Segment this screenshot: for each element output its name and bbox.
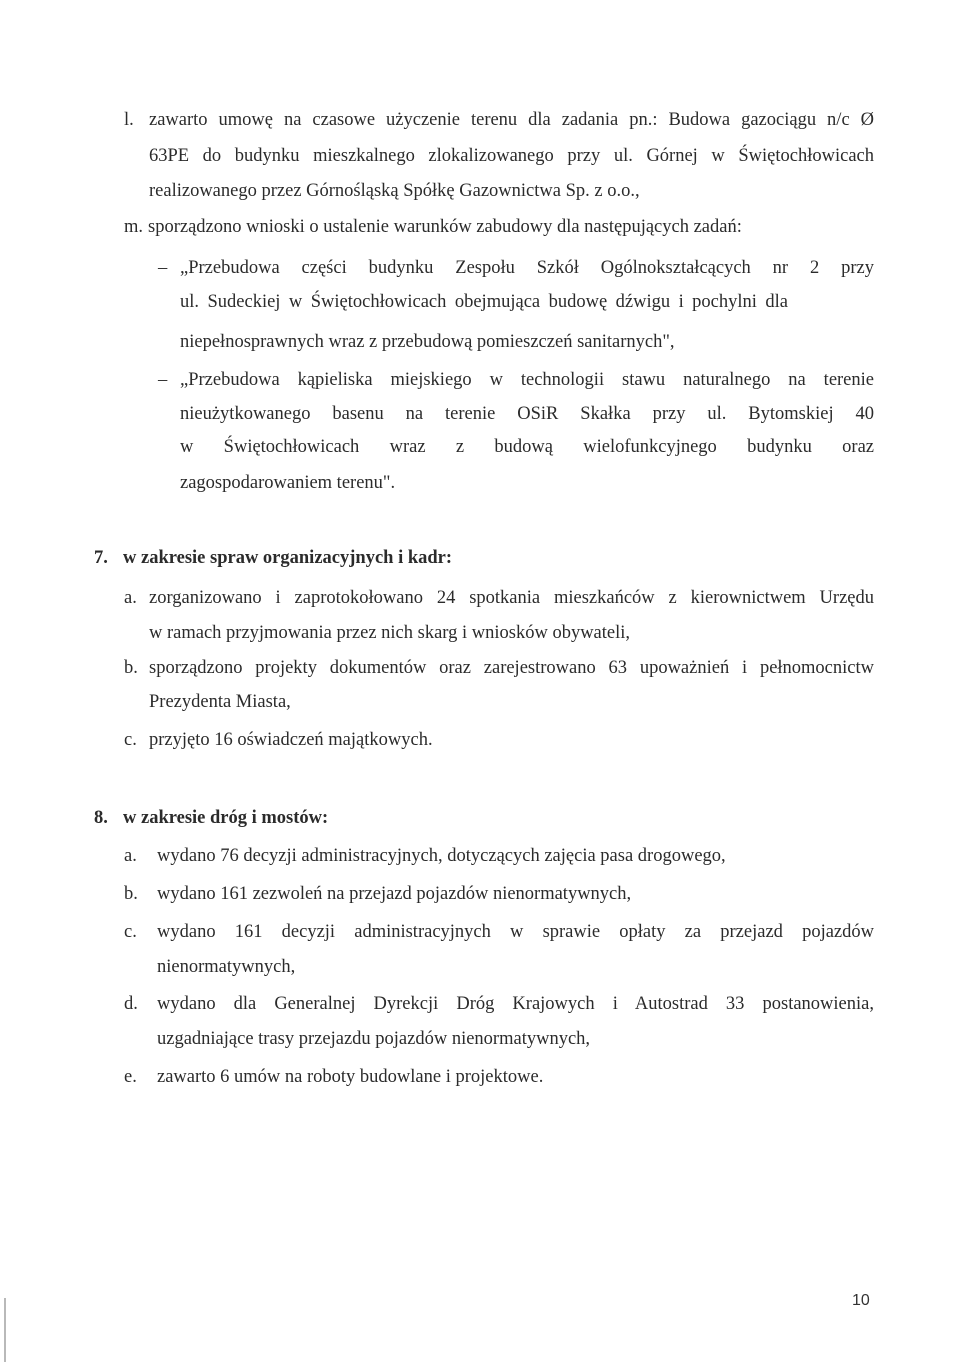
page-number: 10 xyxy=(852,1292,870,1309)
item-l-line-1: zawarto umowę na czasowe użyczenie terenu dla zadania pn.: Budowa gazociągu n/c Ø xyxy=(149,110,874,130)
scan-edge-mark xyxy=(4,1298,6,1362)
section-7-item-b-line-2: Prezydenta Miasta, xyxy=(149,692,291,712)
item-l-line-3: realizowanego przez Górnośląską Spółkę Gazownictwa Sp. z o.o., xyxy=(149,181,640,201)
section-8-label-d: d. xyxy=(124,994,138,1014)
section-8-label-e: e. xyxy=(124,1067,137,1087)
list-label-m: m. xyxy=(124,217,144,237)
item-m-text: sporządzono wnioski o ustalenie warunków zabudowy dla następujących zadań: xyxy=(148,217,742,237)
section-7-title: w zakresie spraw organizacyjnych i kadr: xyxy=(123,548,453,568)
list-label-l: l. xyxy=(124,110,134,130)
section-8-item-e-line-1: zawarto 6 umów na roboty budowlane i projektowe. xyxy=(157,1067,544,1087)
section-8-item-d-line-1: wydano dla Generalnej Dyrekcji Dróg Krajowych i Autostrad 33 postanowienia, xyxy=(157,994,874,1014)
section-8-item-c-line-1: wydano 161 decyzji administracyjnych w sprawie opłaty za przejazd pojazdów xyxy=(157,922,874,942)
item-l-line-2: 63PE do budynku mieszkalnego zlokalizowanego przy ul. Górnej w Świętochłowicach xyxy=(149,146,874,166)
bullet-2-line-4: zagospodarowaniem terenu". xyxy=(180,473,396,493)
bullet-dash-2: – xyxy=(158,370,168,390)
section-8-label-c: c. xyxy=(124,922,137,942)
section-7-item-a-line-2: w ramach przyjmowania przez nich skarg i wniosków obywateli, xyxy=(149,623,631,643)
section-8-label-a: a. xyxy=(124,846,137,866)
bullet-1-line-1: „Przebudowa części budynku Zespołu Szkół Ogólnokształcących nr 2 przy xyxy=(180,258,874,278)
section-7-label-c: c. xyxy=(124,730,137,750)
bullet-2-line-1: „Przebudowa kąpieliska miejskiego w technologii stawu naturalnego na terenie xyxy=(180,370,874,390)
section-7-item-b-line-1: sporządzono projekty dokumentów oraz zarejestrowano 63 upoważnień i pełnomocnictw xyxy=(149,658,874,678)
section-7-label-b: b. xyxy=(124,658,138,678)
bullet-dash-1: – xyxy=(158,258,168,278)
section-8-item-d-line-2: uzgadniające trasy przejazdu pojazdów nienormatywnych, xyxy=(157,1029,591,1049)
section-8-item-c-line-2: nienormatywnych, xyxy=(157,957,296,977)
section-8-item-b-line-1: wydano 161 zezwoleń na przejazd pojazdów nienormatywnych, xyxy=(157,884,632,904)
bullet-2-line-2: nieużytkowanego basenu na terenie OSiR Skałka przy ul. Bytomskiej 40 xyxy=(180,404,874,424)
section-7-item-c-line-1: przyjęto 16 oświadczeń majątkowych. xyxy=(149,730,433,750)
section-8-item-a-line-1: wydano 76 decyzji administracyjnych, dotyczących zajęcia pasa drogowego, xyxy=(157,846,726,866)
section-8-title: w zakresie dróg i mostów: xyxy=(123,808,329,828)
bullet-2-line-3: w Świętochłowicach wraz z budową wielofunkcyjnego budynku oraz xyxy=(180,437,874,457)
section-7-item-a-line-1: zorganizowano i zaprotokołowano 24 spotkania mieszkańców z kierownictwem Urzędu xyxy=(149,588,874,608)
section-7-label-a: a. xyxy=(124,588,137,608)
bullet-1-line-2: ul. Sudeckiej w Świętochłowicach obejmująca budowę dźwigu i pochylni dla xyxy=(180,292,788,312)
bullet-1-line-3: niepełnosprawnych wraz z przebudową pomieszczeń sanitarnych", xyxy=(180,332,675,352)
section-8-label-b: b. xyxy=(124,884,138,904)
section-8-number: 8. xyxy=(94,808,108,828)
section-7-number: 7. xyxy=(94,548,108,568)
